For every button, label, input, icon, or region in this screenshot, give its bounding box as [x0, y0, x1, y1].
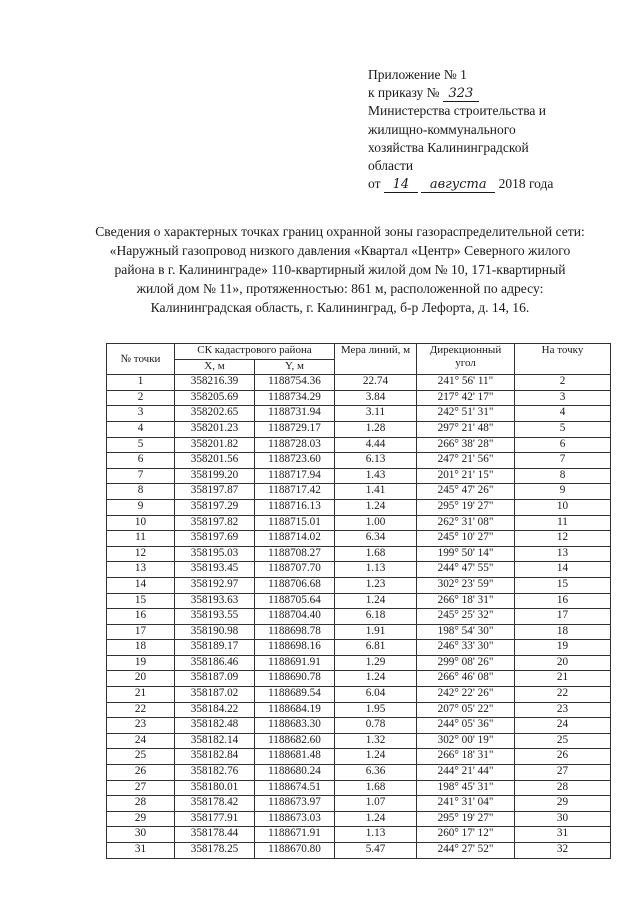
cell-angle: 198° 54' 30" — [417, 624, 515, 640]
cell-point: 5 — [107, 437, 175, 453]
cell-point: 11 — [107, 531, 175, 547]
cell-to-point: 30 — [515, 811, 611, 827]
cell-angle: 295° 19' 27" — [417, 499, 515, 515]
cell-point: 31 — [107, 843, 175, 859]
cell-x: 358205.69 — [175, 390, 255, 406]
cell-to-point: 28 — [515, 780, 611, 796]
cell-x: 358178.25 — [175, 843, 255, 859]
table-row — [107, 406, 611, 422]
cell-length: 1.24 — [335, 671, 417, 687]
cell-to-point: 9 — [515, 484, 611, 500]
cell-to-point: 8 — [515, 468, 611, 484]
cell-x: 358193.45 — [175, 562, 255, 578]
cell-to-point: 14 — [515, 562, 611, 578]
cell-x: 358182.76 — [175, 765, 255, 781]
cell-point: 13 — [107, 562, 175, 578]
cell-angle: 217° 42' 17" — [417, 390, 515, 406]
cell-point: 23 — [107, 718, 175, 734]
cell-point: 28 — [107, 796, 175, 812]
cell-length: 1.95 — [335, 702, 417, 718]
cell-y: 1188680.24 — [255, 765, 335, 781]
cell-x: 358182.48 — [175, 718, 255, 734]
table-row — [107, 453, 611, 469]
cell-y: 1188690.78 — [255, 671, 335, 687]
cell-length: 1.24 — [335, 593, 417, 609]
date-prefix: от — [368, 176, 381, 192]
cell-to-point: 13 — [515, 546, 611, 562]
cell-angle: 201° 21' 15" — [417, 468, 515, 484]
cell-x: 358187.02 — [175, 687, 255, 703]
order-number-handwritten: 323 — [443, 87, 479, 102]
cell-angle: 245° 10' 27" — [417, 531, 515, 547]
cell-y: 1188728.03 — [255, 437, 335, 453]
cell-y: 1188684.19 — [255, 702, 335, 718]
cell-x: 358216.39 — [175, 375, 255, 391]
appendix-block — [368, 66, 628, 193]
table-row — [107, 624, 611, 640]
cell-point: 10 — [107, 515, 175, 531]
cell-to-point: 19 — [515, 640, 611, 656]
cell-x: 358197.87 — [175, 484, 255, 500]
table-row — [107, 796, 611, 812]
cell-point: 20 — [107, 671, 175, 687]
cell-x: 358184.22 — [175, 702, 255, 718]
cell-x: 358201.82 — [175, 437, 255, 453]
cell-point: 22 — [107, 702, 175, 718]
cell-y: 1188717.42 — [255, 484, 335, 500]
ministry-line-4: области — [368, 158, 414, 174]
cell-x: 358189.17 — [175, 640, 255, 656]
cell-point: 24 — [107, 733, 175, 749]
cell-y: 1188671.91 — [255, 827, 335, 843]
cell-length: 1.28 — [335, 421, 417, 437]
cell-length: 5.47 — [335, 843, 417, 859]
cell-length: 3.84 — [335, 390, 417, 406]
cell-point: 30 — [107, 827, 175, 843]
cell-length: 6.36 — [335, 765, 417, 781]
cell-x: 358182.14 — [175, 733, 255, 749]
cell-angle: 244° 05' 36" — [417, 718, 515, 734]
cell-length: 1.13 — [335, 562, 417, 578]
cell-x: 358195.03 — [175, 546, 255, 562]
cell-to-point: 32 — [515, 843, 611, 859]
cell-y: 1188698.78 — [255, 624, 335, 640]
cell-x: 358197.29 — [175, 499, 255, 515]
table-row — [107, 484, 611, 500]
cell-y: 1188705.64 — [255, 593, 335, 609]
cell-length: 1.91 — [335, 624, 417, 640]
cell-point: 12 — [107, 546, 175, 562]
header-angle: Дирекционный угол — [417, 344, 515, 375]
cell-point: 3 — [107, 406, 175, 422]
cell-y: 1188716.13 — [255, 499, 335, 515]
cell-x: 358193.63 — [175, 593, 255, 609]
cell-to-point: 11 — [515, 515, 611, 531]
cell-angle: 244° 21' 44" — [417, 765, 515, 781]
table-row — [107, 749, 611, 765]
cell-to-point: 3 — [515, 390, 611, 406]
cell-y: 1188673.97 — [255, 796, 335, 812]
cell-angle: 297° 21' 48" — [417, 421, 515, 437]
table-row — [107, 843, 611, 859]
order-date-line — [368, 175, 628, 193]
cell-angle: 207° 05' 22" — [417, 702, 515, 718]
cell-to-point: 22 — [515, 687, 611, 703]
cell-length: 6.13 — [335, 453, 417, 469]
cell-point: 26 — [107, 765, 175, 781]
cell-point: 9 — [107, 499, 175, 515]
cell-angle: 299° 08' 26" — [417, 655, 515, 671]
cell-length: 1.24 — [335, 811, 417, 827]
cell-x: 358193.55 — [175, 609, 255, 625]
cell-point: 27 — [107, 780, 175, 796]
table-row — [107, 733, 611, 749]
cell-angle: 295° 19' 27" — [417, 811, 515, 827]
cell-length: 1.13 — [335, 827, 417, 843]
date-day-handwritten: 14 — [384, 178, 418, 193]
cell-to-point: 26 — [515, 749, 611, 765]
cell-angle: 302° 23' 59" — [417, 577, 515, 593]
cell-angle: 247° 21' 56" — [417, 453, 515, 469]
cell-to-point: 20 — [515, 655, 611, 671]
cell-y: 1188715.01 — [255, 515, 335, 531]
cell-point: 25 — [107, 749, 175, 765]
header-to-point: На точку — [515, 344, 611, 375]
header-y: Y, м — [255, 359, 335, 375]
cell-point: 19 — [107, 655, 175, 671]
table-row — [107, 811, 611, 827]
table-row — [107, 421, 611, 437]
cell-to-point: 23 — [515, 702, 611, 718]
table-row — [107, 562, 611, 578]
cell-y: 1188731.94 — [255, 406, 335, 422]
cell-x: 358197.69 — [175, 531, 255, 547]
cell-point: 14 — [107, 577, 175, 593]
cell-angle: 266° 38' 28" — [417, 437, 515, 453]
header-x: X, м — [175, 359, 255, 375]
cell-y: 1188717.94 — [255, 468, 335, 484]
cell-x: 358190.98 — [175, 624, 255, 640]
cell-point: 7 — [107, 468, 175, 484]
table-row — [107, 390, 611, 406]
cell-angle: 241° 56' 11" — [417, 375, 515, 391]
ministry-line-1: Министерства строительства и — [368, 103, 547, 119]
cell-to-point: 27 — [515, 765, 611, 781]
cell-point: 16 — [107, 609, 175, 625]
cell-angle: 302° 00' 19" — [417, 733, 515, 749]
cell-x: 358197.82 — [175, 515, 255, 531]
cell-angle: 241° 31' 04" — [417, 796, 515, 812]
table-row — [107, 718, 611, 734]
cell-x: 358192.97 — [175, 577, 255, 593]
cell-length: 1.24 — [335, 499, 417, 515]
cell-to-point: 25 — [515, 733, 611, 749]
header-sk: СК кадастрового района — [175, 344, 335, 360]
cell-angle: 260° 17' 12" — [417, 827, 515, 843]
table-row — [107, 827, 611, 843]
cell-angle: 199° 50' 14" — [417, 546, 515, 562]
cell-to-point: 16 — [515, 593, 611, 609]
cell-point: 18 — [107, 640, 175, 656]
date-suffix: 2018 года — [498, 176, 554, 192]
cell-to-point: 2 — [515, 375, 611, 391]
cell-length: 6.04 — [335, 687, 417, 703]
cell-point: 21 — [107, 687, 175, 703]
cell-angle: 266° 46' 08" — [417, 671, 515, 687]
table-row — [107, 546, 611, 562]
ministry-line-3: хозяйства Калининградской — [368, 139, 529, 155]
date-month-handwritten: августа — [421, 178, 495, 193]
cell-y: 1188691.91 — [255, 655, 335, 671]
table-row — [107, 499, 611, 515]
cell-to-point: 15 — [515, 577, 611, 593]
cell-to-point: 31 — [515, 827, 611, 843]
cell-to-point: 5 — [515, 421, 611, 437]
cell-angle: 242° 22' 26" — [417, 687, 515, 703]
cell-length: 4.44 — [335, 437, 417, 453]
table-row — [107, 577, 611, 593]
table-row — [107, 687, 611, 703]
cell-angle: 244° 47' 55" — [417, 562, 515, 578]
cell-to-point: 4 — [515, 406, 611, 422]
table-row — [107, 515, 611, 531]
table-row — [107, 765, 611, 781]
cell-length: 0.78 — [335, 718, 417, 734]
cell-point: 6 — [107, 453, 175, 469]
cell-x: 358178.44 — [175, 827, 255, 843]
cell-point: 17 — [107, 624, 175, 640]
points-table — [106, 343, 611, 859]
cell-length: 1.24 — [335, 749, 417, 765]
cell-angle: 198° 45' 31" — [417, 780, 515, 796]
cell-x: 358202.65 — [175, 406, 255, 422]
cell-length: 1.43 — [335, 468, 417, 484]
cell-angle: 245° 25' 32" — [417, 609, 515, 625]
cell-y: 1188698.16 — [255, 640, 335, 656]
cell-length: 1.32 — [335, 733, 417, 749]
cell-x: 358180.01 — [175, 780, 255, 796]
cell-angle: 262° 31' 08" — [417, 515, 515, 531]
cell-length: 6.18 — [335, 609, 417, 625]
cell-y: 1188734.29 — [255, 390, 335, 406]
table-row — [107, 593, 611, 609]
cell-x: 358186.46 — [175, 655, 255, 671]
cell-y: 1188706.68 — [255, 577, 335, 593]
cell-x: 358199.20 — [175, 468, 255, 484]
table-row — [107, 702, 611, 718]
cell-y: 1188729.17 — [255, 421, 335, 437]
cell-point: 15 — [107, 593, 175, 609]
table-row — [107, 437, 611, 453]
cell-length: 1.23 — [335, 577, 417, 593]
cell-angle: 245° 47' 26" — [417, 484, 515, 500]
cell-length: 6.34 — [335, 531, 417, 547]
table-row — [107, 780, 611, 796]
cell-x: 358182.84 — [175, 749, 255, 765]
cell-angle: 246° 33' 30" — [417, 640, 515, 656]
cell-length: 1.68 — [335, 546, 417, 562]
cell-to-point: 12 — [515, 531, 611, 547]
table-row — [107, 640, 611, 656]
cell-length: 1.00 — [335, 515, 417, 531]
cell-y: 1188670.80 — [255, 843, 335, 859]
cell-y: 1188754.36 — [255, 375, 335, 391]
cell-y: 1188674.51 — [255, 780, 335, 796]
cell-x: 358201.56 — [175, 453, 255, 469]
cell-point: 29 — [107, 811, 175, 827]
cell-y: 1188673.03 — [255, 811, 335, 827]
cell-x: 358177.91 — [175, 811, 255, 827]
cell-length: 1.29 — [335, 655, 417, 671]
cell-to-point: 17 — [515, 609, 611, 625]
cell-y: 1188707.70 — [255, 562, 335, 578]
cell-point: 8 — [107, 484, 175, 500]
table-row — [107, 375, 611, 391]
ministry-line-2: жилищно-коммунального — [368, 121, 516, 137]
table-row — [107, 531, 611, 547]
cell-y: 1188708.27 — [255, 546, 335, 562]
cell-y: 1188723.60 — [255, 453, 335, 469]
cell-length: 1.68 — [335, 780, 417, 796]
cell-length: 6.81 — [335, 640, 417, 656]
cell-to-point: 6 — [515, 437, 611, 453]
cell-to-point: 21 — [515, 671, 611, 687]
cell-to-point: 10 — [515, 499, 611, 515]
cell-angle: 242° 51' 31" — [417, 406, 515, 422]
document-heading: Сведения о характерных точках границ охранной зоны газораспределительной сети: «Наружный газопровод низкого давления «Квартал «Центр» Северного жилого района в г. Калининграде» 110-квартирный жилой дом № 10, 171-квартирный жилой дом № 11», протяженностью: 861 м, расположенной по адресу: Калининградская область, г. Калининград, б-р Лефорта, д. 14, 16. — [95, 224, 585, 315]
cell-length: 1.07 — [335, 796, 417, 812]
cell-y: 1188682.60 — [255, 733, 335, 749]
cell-length: 22.74 — [335, 375, 417, 391]
cell-y: 1188704.40 — [255, 609, 335, 625]
cell-x: 358187.09 — [175, 671, 255, 687]
header-length: Мера линий, м — [335, 344, 417, 375]
table-row — [107, 468, 611, 484]
order-prefix: к приказу № — [368, 85, 440, 101]
cell-y: 1188683.30 — [255, 718, 335, 734]
cell-point: 2 — [107, 390, 175, 406]
table-row — [107, 609, 611, 625]
cell-length: 1.41 — [335, 484, 417, 500]
cell-angle: 266° 18' 31" — [417, 749, 515, 765]
table-row — [107, 671, 611, 687]
cell-length: 3.11 — [335, 406, 417, 422]
cell-to-point: 7 — [515, 453, 611, 469]
appendix-title: Приложение № 1 — [368, 67, 467, 82]
cell-to-point: 29 — [515, 796, 611, 812]
points-table-body — [107, 375, 611, 858]
cell-y: 1188714.02 — [255, 531, 335, 547]
cell-x: 358201.23 — [175, 421, 255, 437]
cell-x: 358178.42 — [175, 796, 255, 812]
table-row — [107, 655, 611, 671]
cell-y: 1188689.54 — [255, 687, 335, 703]
cell-to-point: 24 — [515, 718, 611, 734]
cell-point: 1 — [107, 375, 175, 391]
cell-to-point: 18 — [515, 624, 611, 640]
order-number-line — [368, 84, 628, 102]
cell-angle: 244° 27' 52" — [417, 843, 515, 859]
header-point: № точки — [107, 344, 175, 375]
cell-point: 4 — [107, 421, 175, 437]
cell-y: 1188681.48 — [255, 749, 335, 765]
cell-angle: 266° 18' 31" — [417, 593, 515, 609]
